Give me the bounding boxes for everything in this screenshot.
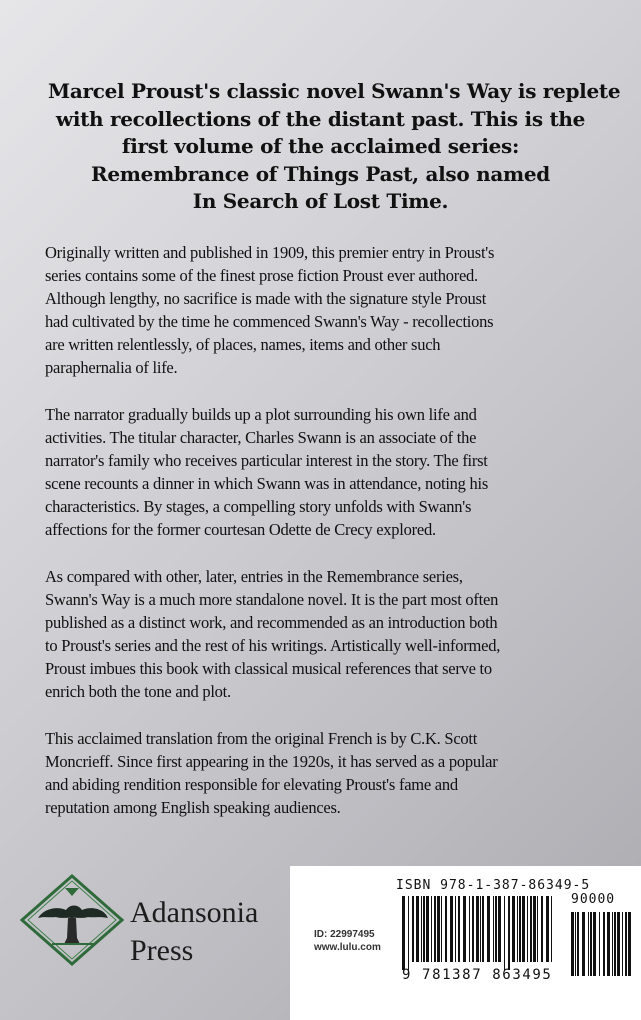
isbn-label: ISBN 978-1-387-86349-5 [396, 878, 591, 893]
barcode-bar [612, 912, 613, 976]
barcode-bar [537, 896, 538, 962]
price-addon: 90000 [571, 892, 616, 907]
barcode-bar [628, 912, 631, 976]
text-line: reputation among English speaking audiences. [45, 798, 341, 817]
publisher-name-line-2: Press [130, 934, 194, 967]
text-line: The narrator gradually builds up a plot surrounding his own life and [45, 405, 477, 424]
barcode-bar [458, 896, 460, 962]
description-paragraph-3 [45, 565, 625, 703]
barcode-bar [402, 896, 405, 970]
barcode-bar [408, 896, 409, 970]
barcode-bar [603, 912, 605, 976]
publisher-block [18, 872, 278, 968]
barcode-bar [508, 896, 510, 970]
back-cover-blurb [48, 78, 621, 216]
barcode-bar [476, 896, 479, 962]
text-line: enrich both the tone and plot. [45, 682, 231, 701]
barcode-bar [530, 896, 532, 962]
lulu-id: ID: 22997495 [314, 929, 375, 940]
barcode-bar [622, 912, 623, 976]
blurb-line: In Search of Lost Time. [192, 189, 449, 213]
text-line: paraphernalia of life. [45, 358, 178, 377]
text-line: activities. The titular character, Charles Swann is an associate of the [45, 428, 477, 447]
description-paragraph-1 [45, 241, 625, 379]
barcode-bar [472, 896, 474, 962]
baobab-tree-diamond-icon [18, 872, 126, 968]
text-line: characteristics. By stages, a compelling story unfolds with Swann's [45, 497, 472, 516]
barcode-bar [455, 896, 456, 962]
barcode-bar [582, 912, 585, 976]
barcode-bar [527, 896, 528, 962]
text-line: As compared with other, later, entries in the Remembrance series, [45, 567, 463, 586]
text-line: Proust imbues this book with classical musical references that serve to [45, 659, 492, 678]
text-line: Originally written and published in 1909, this premier entry in Proust's [45, 243, 495, 262]
barcode-bar [441, 896, 442, 962]
blurb-line: first volume of the acclaimed series: [121, 134, 520, 158]
publisher-name-line-1: Adansonia [130, 896, 259, 929]
barcode-bar [498, 896, 501, 962]
barcode-bar [495, 896, 497, 962]
barcode-bar [423, 896, 425, 962]
barcode-panel [290, 866, 641, 1020]
text-line: Swann's Way is a much more standalone novel. It is the part most often [45, 590, 499, 609]
barcode-bar [599, 912, 600, 976]
barcode-bar [493, 896, 494, 962]
description-body [45, 241, 625, 843]
lulu-id-block [314, 928, 381, 954]
barcode-bar [522, 896, 525, 962]
barcode-bar [533, 896, 536, 962]
barcode-bar [590, 912, 592, 976]
barcode-bar [416, 896, 419, 962]
barcode-bar [482, 896, 484, 962]
barcode-bar [431, 896, 432, 962]
text-line: scene recounts a dinner in which Swann was in attendance, noting his [45, 474, 489, 493]
barcode-bar [614, 912, 616, 976]
barcode-bar [437, 896, 440, 962]
blurb-line: Marcel Proust's classic novel Swann's Way is replete [48, 79, 621, 103]
barcode-bar [519, 896, 521, 962]
barcode-bar [469, 896, 470, 962]
barcode-bar [450, 896, 453, 962]
barcode-bar [426, 896, 429, 962]
text-line: This acclaimed translation from the original French is by C.K. Scott [45, 729, 478, 748]
barcode-bar [445, 896, 447, 962]
barcode-bar [541, 896, 543, 962]
barcode-bar [577, 912, 579, 976]
barcode-bar [625, 912, 627, 976]
barcode-bar [421, 896, 422, 962]
text-line: Moncrieff. Since first appearing in the 1920s, it has served as a popular [45, 752, 498, 771]
barcode-bar [487, 896, 490, 962]
text-line: published as a distinct work, and recommended as an introduction both [45, 613, 498, 632]
barcode-bar [571, 912, 574, 976]
barcode-bar [434, 896, 436, 962]
barcode-bar [504, 896, 505, 970]
barcode-bar [588, 912, 589, 976]
barcode-bar [512, 896, 515, 962]
text-line: and abiding rendition responsible for elevating Proust's fame and [45, 775, 458, 794]
barcode-bar [617, 912, 620, 976]
text-line: Although lengthy, no sacrifice is made with the signature style Proust [45, 289, 487, 308]
barcode-bar [463, 896, 466, 962]
barcode-bar [575, 912, 576, 976]
text-line: to Proust's series and the rest of his writings. Artistically well-informed, [45, 636, 501, 655]
description-paragraph-2 [45, 403, 625, 541]
blurb-line: Remembrance of Things Past, also named [91, 161, 550, 186]
description-paragraph-4 [45, 727, 625, 819]
text-line: narrator's family who receives particular interest in the story. The first [45, 451, 488, 470]
barcode-bar [517, 896, 518, 962]
barcode-bar [607, 912, 610, 976]
lulu-website: www.lulu.com [314, 942, 381, 953]
text-line: affections for the former courtesan Odette de Crecy explored. [45, 520, 436, 539]
text-line: series contains some of the finest prose fiction Proust ever authored. [45, 266, 478, 285]
barcode-bar [546, 896, 549, 962]
barcode-bar [412, 896, 414, 962]
barcode-bar [551, 896, 552, 962]
text-line: had cultivated by the time he commenced Swann's Way - recollections [45, 312, 494, 331]
blurb-line: with recollections of the distant past. This is the [55, 106, 586, 131]
barcode-bar [480, 896, 481, 962]
text-line: are written relentlessly, of places, names, items and other such [45, 335, 441, 354]
publisher-name [130, 894, 258, 970]
ean-digits: 9 781387 863495 [402, 967, 553, 983]
barcode-bar [593, 912, 596, 976]
